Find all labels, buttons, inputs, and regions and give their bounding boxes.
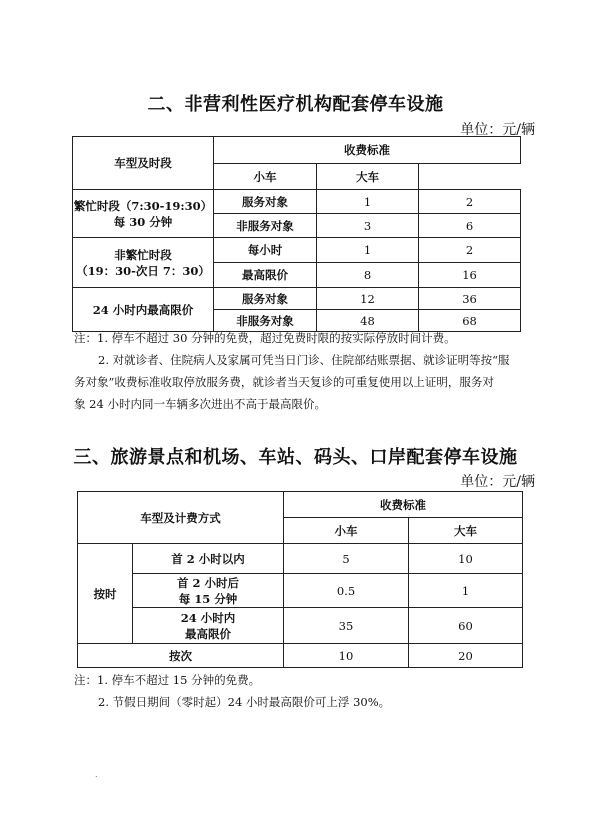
row-small: 1 [317, 190, 419, 214]
section2-note-3: 务对象”收费标准收取停放服务费，就诊者当天复诊的可重复使用以上证明，服务对 [74, 375, 494, 389]
per-time-large: 20 [409, 644, 523, 668]
section2-note-2: 2. 对就诊者、住院病人及家属可凭当日门诊、住院部结账票据、就诊证明等按“服 [98, 353, 510, 367]
row-item-line1: 首 2 小时后 [176, 575, 239, 590]
section2-unit: 单位：元/辆 [460, 122, 535, 138]
row-large: 60 [409, 608, 523, 644]
row-large: 16 [419, 263, 521, 288]
row-small: 1 [317, 238, 419, 263]
header-small: 小车 [214, 164, 317, 190]
row-item: 首 2 小时以内 [133, 544, 284, 574]
section3-table [77, 491, 523, 668]
header-small-large: 大车 [317, 164, 419, 190]
row-large: 68 [419, 310, 521, 332]
header-fee-std: 收费标准 [214, 137, 521, 164]
per-time-small: 10 [284, 644, 409, 668]
hourly-label: 按时 [78, 544, 133, 644]
group-label [73, 238, 214, 288]
row-item: 服务对象 [214, 288, 317, 310]
section3-note-2: 2. 节假日期间（零时起）24 小时最高限价可上浮 30%。 [98, 695, 391, 709]
row-item: 最高限价 [214, 263, 317, 288]
footer-mark: . [95, 770, 98, 779]
section2-table [72, 136, 521, 332]
row-item: 每小时 [214, 238, 317, 263]
group-label: 24 小时内最高限价 [73, 288, 214, 332]
row-large: 2 [419, 238, 521, 263]
row-item [133, 608, 284, 644]
header-small: 小车 [284, 518, 409, 544]
row-item-line1: 24 小时内 [180, 610, 236, 625]
section2-note-1: 注：1. 停车不超过 30 分钟的免费，超过免费时限的按实际停放时间计费。 [74, 331, 456, 345]
group-label-line1: 繁忙时段（7:30-19:30） [73, 198, 213, 213]
section2-title: 二、非营利性医疗机构配套停车设施 [147, 94, 444, 115]
group-label-line2: （19：30-次日 7：30） [76, 263, 210, 278]
row-item: 非服务对象 [214, 310, 317, 332]
group-label-line2: 每 30 分钟 [113, 214, 173, 229]
group-label [73, 190, 214, 238]
section2-note-4: 象 24 小时内同一车辆多次进出不高于最高限价。 [74, 397, 326, 411]
row-small: 5 [284, 544, 409, 574]
row-item [133, 574, 284, 608]
row-item: 服务对象 [214, 190, 317, 214]
section3-title: 三、旅游景点和机场、车站、码头、口岸配套停车设施 [73, 447, 518, 468]
row-small: 35 [284, 608, 409, 644]
row-large: 10 [409, 544, 523, 574]
row-small: 3 [317, 214, 419, 238]
row-small: 8 [317, 263, 419, 288]
header-fee-std: 收费标准 [284, 492, 523, 518]
row-small: 48 [317, 310, 419, 332]
section3-unit: 单位：元/辆 [460, 474, 535, 490]
row-item: 非服务对象 [214, 214, 317, 238]
per-time-label: 按次 [78, 644, 284, 668]
header-large: 大车 [409, 518, 523, 544]
group-label-line1: 非繁忙时段 [114, 247, 172, 262]
row-large: 6 [419, 214, 521, 238]
section3-note-1: 注：1. 停车不超过 15 分钟的免费。 [74, 673, 261, 687]
header-type-col: 车型及时段 [73, 137, 214, 190]
row-small: 12 [317, 288, 419, 310]
row-large: 36 [419, 288, 521, 310]
row-item-line2: 每 15 分钟 [178, 591, 238, 606]
row-large: 1 [409, 574, 523, 608]
header-type-col: 车型及计费方式 [78, 492, 284, 544]
row-large: 2 [419, 190, 521, 214]
row-small: 0.5 [284, 574, 409, 608]
row-item-line2: 最高限价 [185, 626, 231, 641]
